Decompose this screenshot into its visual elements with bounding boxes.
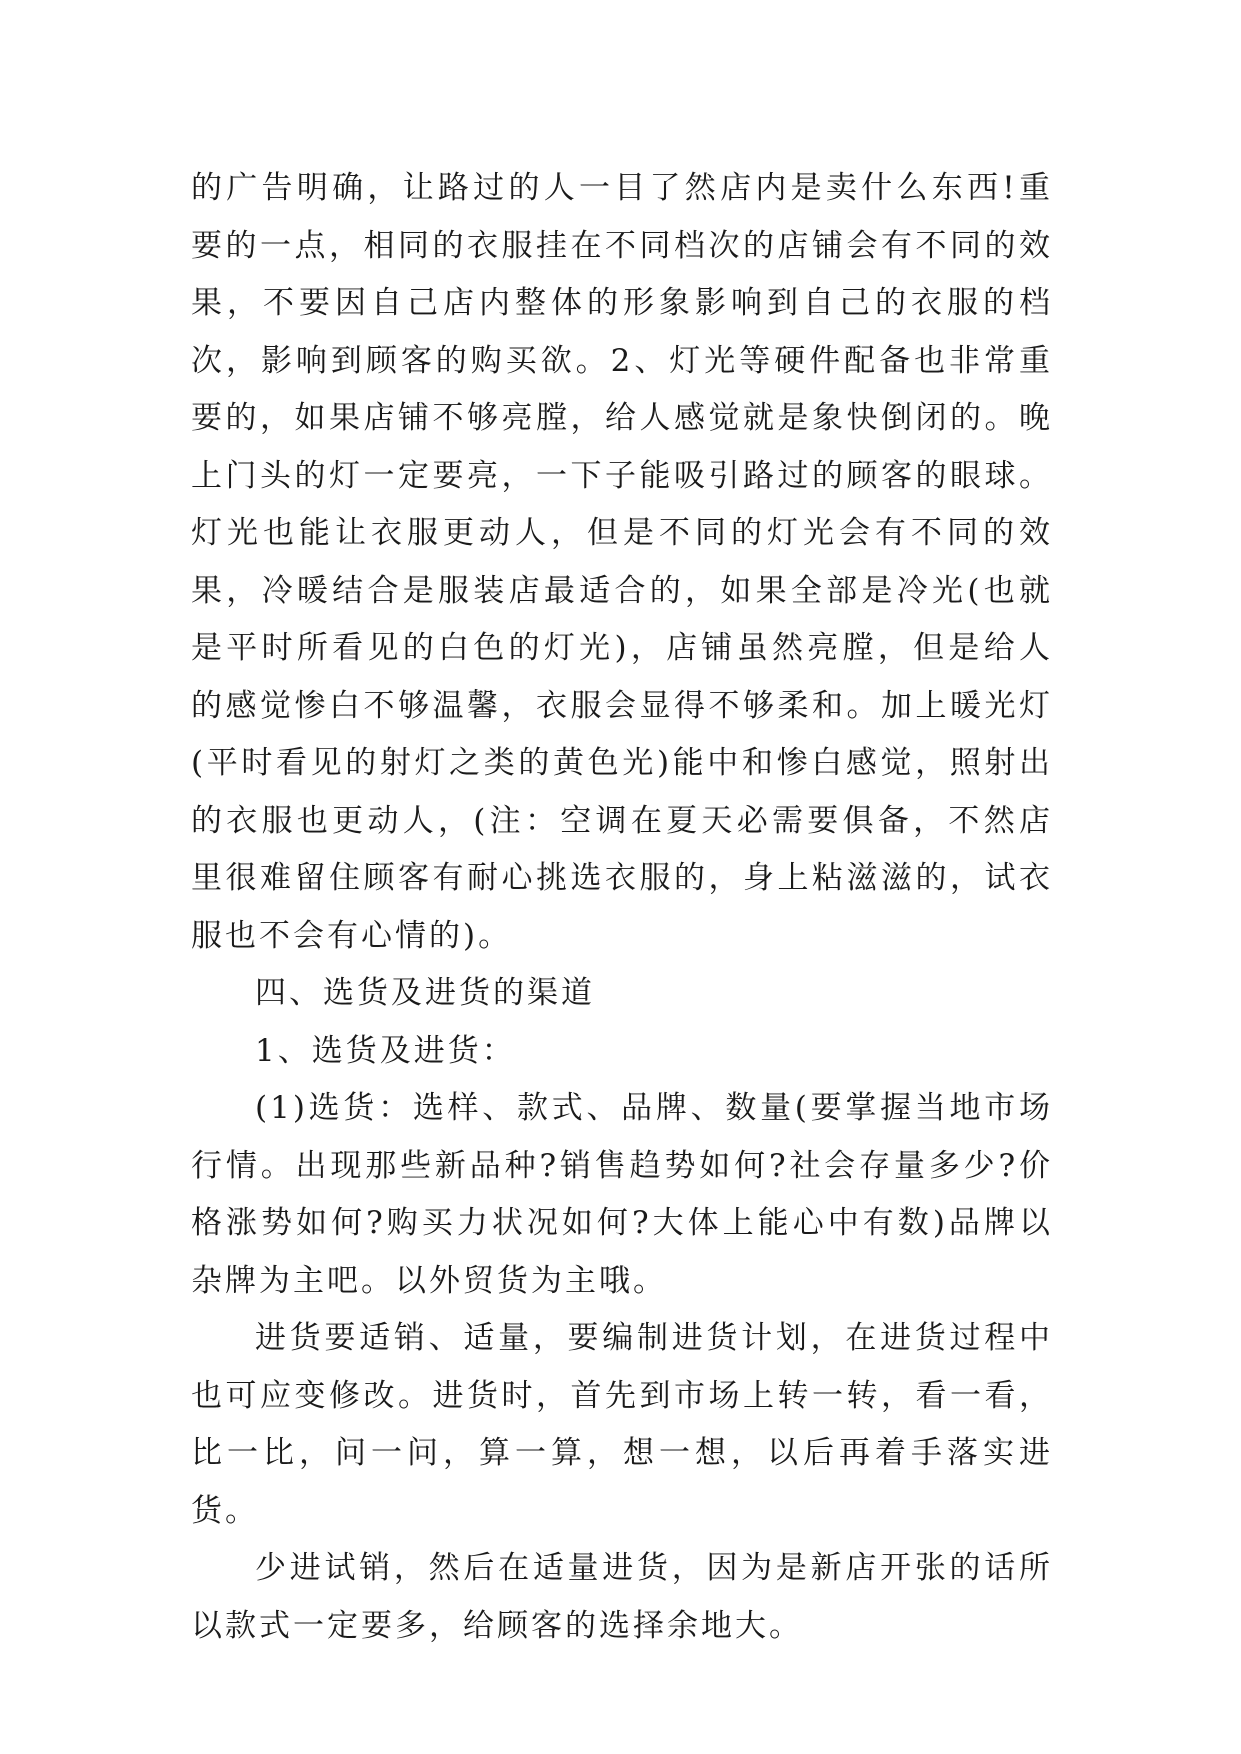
section-heading-sourcing-channels: 四、选货及进货的渠道 [255, 975, 595, 1011]
subsection-heading-selection-purchasing: 1、选货及进货： [255, 1032, 516, 1069]
paragraph-product-selection: (1)选货：选样、款式、品牌、数量(要掌握当地市场行情。出现那些新品种?销售趋势如何?社会存量多少?价格涨势如何?购买力状况如何?大体上能心中有数)品牌以杂牌为主吧。以外贸货为主哦。 [191, 1090, 1053, 1299]
paragraph-purchasing-plan: 进货要适销、适量，要编制进货计划，在进货过程中也可应变修改。进货时，首先到市场上转一转，看一看，比一比，问一问，算一算，想一想，以后再着手落实进货。 [191, 1320, 1053, 1529]
document-body [191, 160, 1053, 1655]
paragraph-store-lighting: 的广告明确，让路过的人一目了然店内是卖什么东西!重要的一点，相同的衣服挂在不同档次的店铺会有不同的效果，不要因自己店内整体的形象影响到自己的衣服的档次，影响到顾客的购买欲。2、灯光等硬件配备也非常重要的，如果店铺不够亮膛，给人感觉就是象快倒闭的。晚上门头的灯一定要亮，一下子能吸引路过的顾客的眼球。灯光也能让衣服更动人，但是不同的灯光会有不同的效果，冷暖结合是服装店最适合的，如果全部是冷光(也就是平时所看见的白色的灯光)，店铺虽然亮膛，但是给人的感觉惨白不够温馨，衣服会显得不够柔和。加上暖光灯(平时看见的射灯之类的黄色光)能中和惨白感觉，照射出的衣服也更动人，(注：空调在夏天必需要俱备，不然店里很难留住顾客有耐心挑选衣服的，身上粘滋滋的，试衣服也不会有心情的)。 [191, 170, 1053, 954]
paragraph-trial-sales: 少进试销，然后在适量进货，因为是新店开张的话所以款式一定要多，给顾客的选择余地大。 [191, 1550, 1053, 1644]
